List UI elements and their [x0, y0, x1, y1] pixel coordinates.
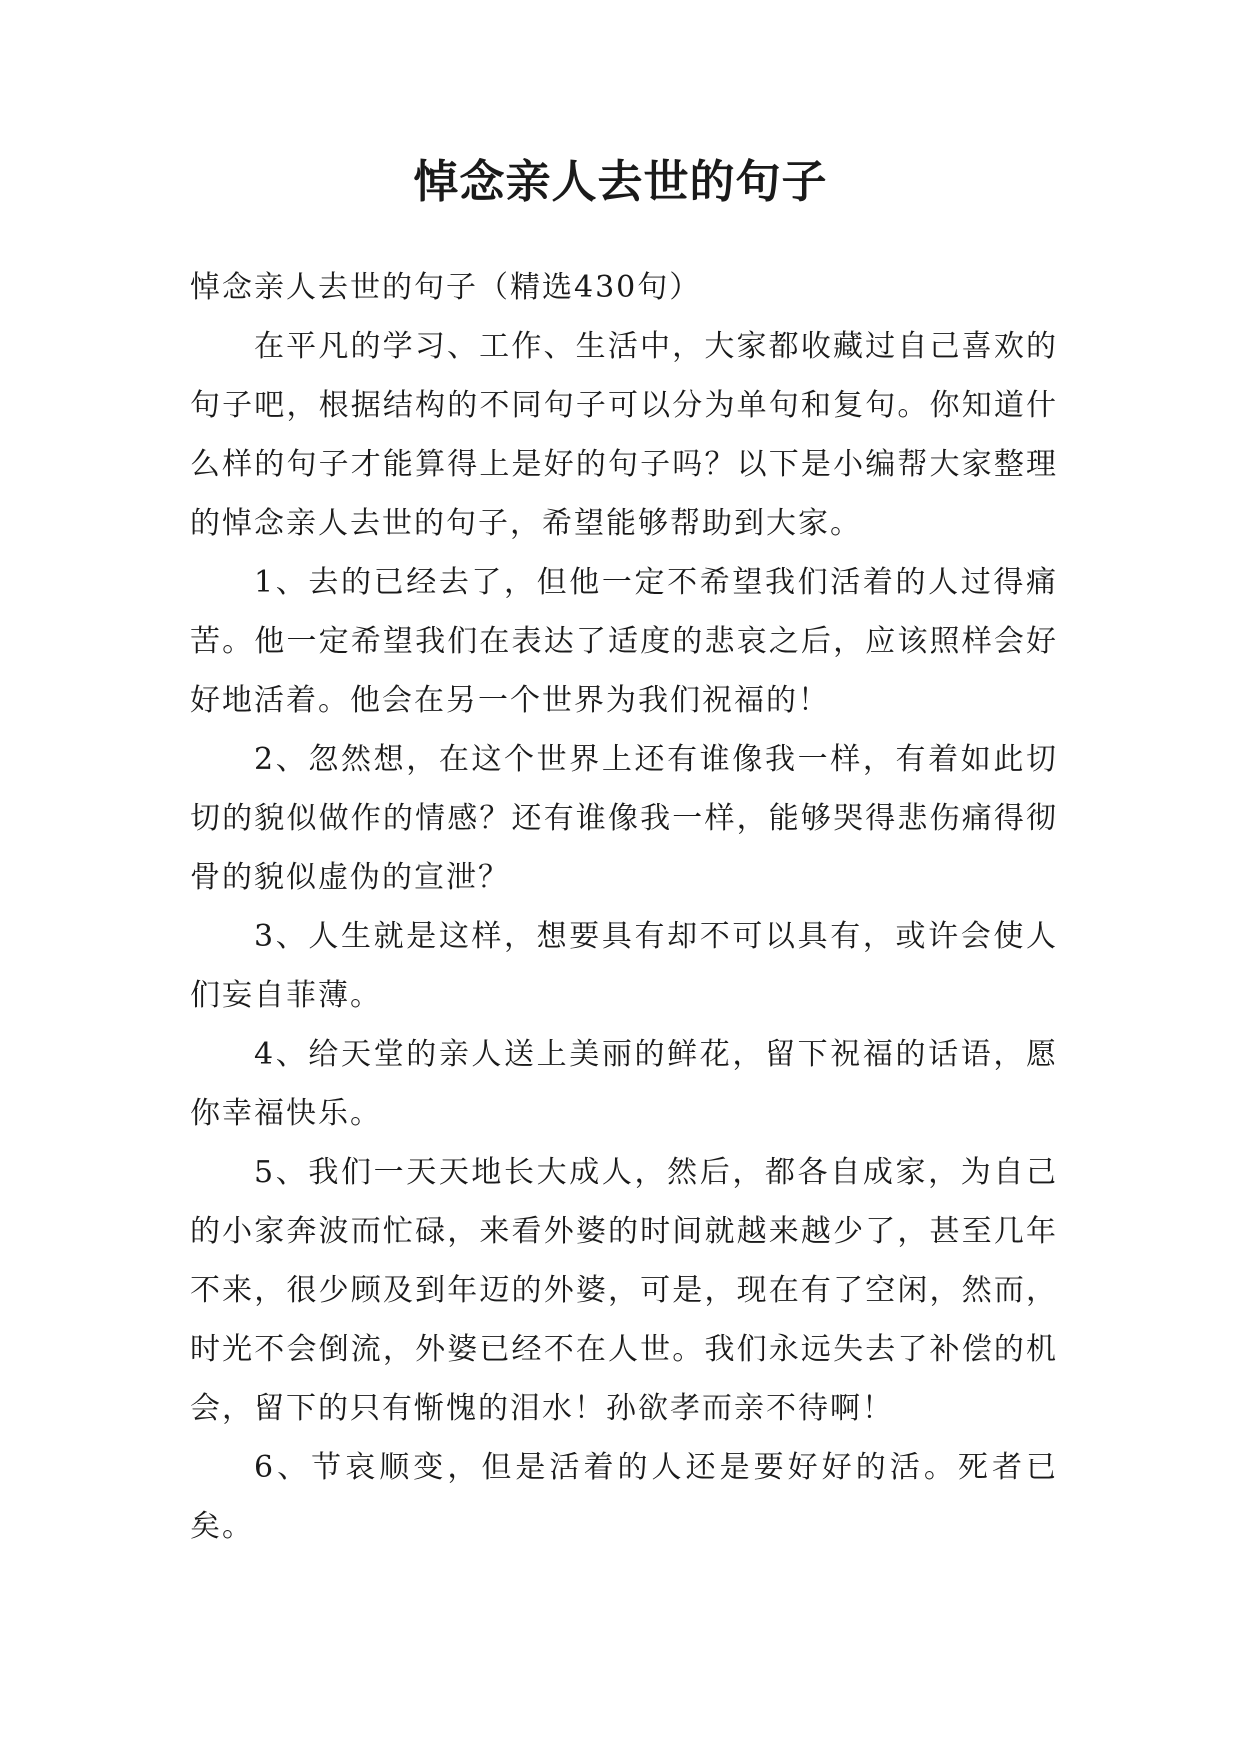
document-body [190, 258, 1058, 1556]
sentence-item-6: 6、节哀顺变，但是活着的人还是要好好的活。死者已矣。 [190, 1450, 1058, 1544]
document-title: 悼念亲人去世的句子 [413, 155, 828, 208]
sentence-item-4: 4、给天堂的亲人送上美丽的鲜花，留下祝福的话语，愿你幸福快乐。 [190, 1037, 1058, 1131]
sentence-item-1: 1、去的已经去了，但他一定不希望我们活着的人过得痛苦。他一定希望我们在表达了适度的悲哀之后，应该照样会好好地活着。他会在另一个世界为我们祝福的！ [190, 565, 1058, 718]
sentence-item-5: 5、我们一天天地长大成人，然后，都各自成家，为自己的小家奔波而忙碌，来看外婆的时间就越来越少了，甚至几年不来，很少顾及到年迈的外婆，可是，现在有了空闲，然而，时光不会倒流，外婆已经不在人世。我们永远失去了补偿的机会，留下的只有惭愧的泪水！孙欲孝而亲不待啊！ [190, 1155, 1058, 1426]
sentence-item-2: 2、忽然想，在这个世界上还有谁像我一样，有着如此切切的貌似做作的情感？还有谁像我一样，能够哭得悲伤痛得彻骨的貌似虚伪的宣泄？ [190, 742, 1058, 895]
intro-paragraph: 在平凡的学习、工作、生活中，大家都收藏过自己喜欢的句子吧，根据结构的不同句子可以分为单句和复句。你知道什么样的句子才能算得上是好的句子吗？以下是小编帮大家整理的悼念亲人去世的句子，希望能够帮助到大家。 [190, 329, 1058, 541]
sentence-item-3: 3、人生就是这样，想要具有却不可以具有，或许会使人们妄自菲薄。 [190, 919, 1058, 1013]
document-subtitle: 悼念亲人去世的句子（精选430句） [190, 270, 702, 305]
